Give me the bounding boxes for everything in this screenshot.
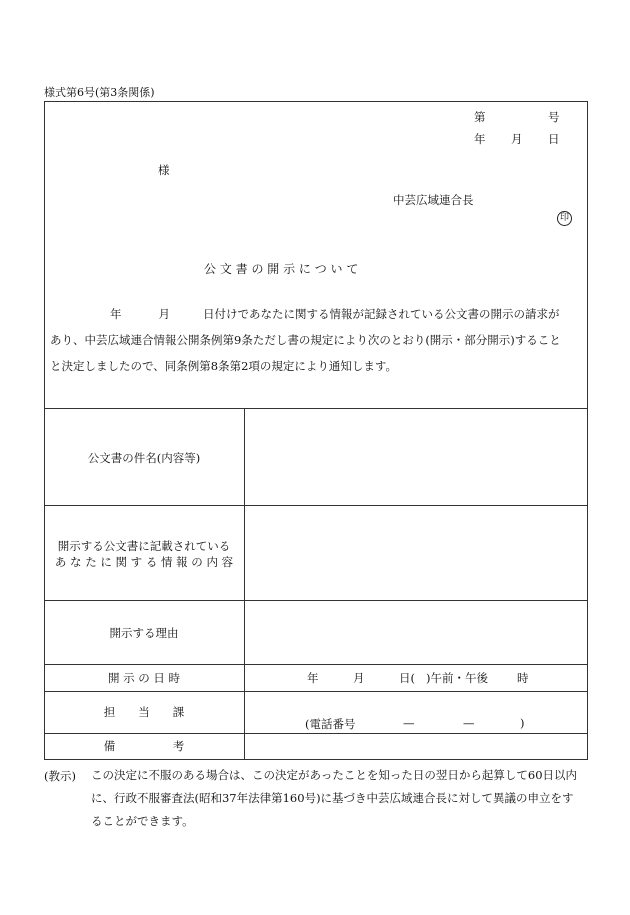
date-month: 月 bbox=[511, 132, 523, 146]
date-day: 日 bbox=[548, 132, 560, 146]
date-year: 年 bbox=[474, 132, 486, 146]
info-content-label-line-2: あ な た に 関 す る 情 報 の 内 容 bbox=[54, 555, 234, 569]
document-number-suffix: 号 bbox=[548, 110, 560, 124]
notice-line-2: に、行政不服審査法(昭和37年法律第160号)に基づき中芸広域連合長に対して異議の申立をす bbox=[91, 791, 574, 805]
info-content-label bbox=[44, 538, 244, 570]
table-row-divider bbox=[44, 505, 588, 506]
table-row-divider bbox=[44, 733, 588, 734]
phone-dash-1: — bbox=[403, 716, 415, 730]
datetime-am-pm: )午前・午後 bbox=[426, 671, 488, 685]
notice-form-frame bbox=[44, 101, 588, 760]
table-column-divider bbox=[244, 408, 245, 760]
document-number-prefix: 第 bbox=[474, 110, 486, 124]
table-row-divider bbox=[44, 691, 588, 692]
phone-dash-2: — bbox=[463, 716, 475, 730]
notice-line-1: この決定に不服のある場合は、この決定があったことを知った日の翌日から起算して60日以内 bbox=[91, 768, 578, 782]
notice-line-3: ることができます。 bbox=[91, 814, 194, 828]
info-content-label-line-1: 開示する公文書に記載されている bbox=[57, 539, 231, 553]
phone-close-paren: ) bbox=[520, 716, 525, 730]
datetime-label: 開 示 の 日 時 bbox=[107, 671, 181, 685]
table-row-divider bbox=[44, 664, 588, 665]
datetime-year: 年 bbox=[307, 671, 319, 685]
document-title: 公 文 書 の 開 示 に つ い て bbox=[204, 262, 359, 276]
phone-number-label: (電話番号 bbox=[305, 717, 356, 731]
body-month: 月 bbox=[158, 307, 170, 321]
form-number-label: 様式第6号(第3条関係) bbox=[44, 86, 155, 99]
sender-name: 中芸広域連合長 bbox=[393, 193, 474, 207]
body-line-2: あり、中芸広域連合情報公開条例第9条ただし書の規定により次のとおり(開示・部分開示)すること bbox=[50, 333, 561, 347]
reason-label: 開示する理由 bbox=[109, 626, 179, 640]
body-paragraph bbox=[50, 301, 582, 379]
staff-department-label: 担 当 課 bbox=[103, 705, 185, 719]
body-line-1-text: 日付けであなたに関する情報が記録されている公文書の開示の請求が bbox=[203, 307, 560, 321]
body-line-3: と決定しましたので、同条例第8条第2項の規定により通知します。 bbox=[50, 359, 397, 373]
notice-text bbox=[91, 764, 601, 833]
body-year: 年 bbox=[110, 307, 122, 321]
notice-label: (教示) bbox=[44, 769, 76, 783]
body-line-1 bbox=[50, 301, 582, 327]
addressee-suffix: 様 bbox=[158, 163, 170, 177]
table-row-divider bbox=[44, 600, 588, 601]
datetime-hour: 時 bbox=[517, 671, 529, 685]
datetime-month: 月 bbox=[353, 671, 365, 685]
table-top-border bbox=[44, 408, 588, 409]
seal-mark: 印 bbox=[557, 211, 572, 226]
remarks-label: 備 考 bbox=[103, 739, 185, 753]
subject-label: 公文書の件名(内容等) bbox=[87, 451, 201, 465]
datetime-day: 日( bbox=[399, 671, 415, 685]
